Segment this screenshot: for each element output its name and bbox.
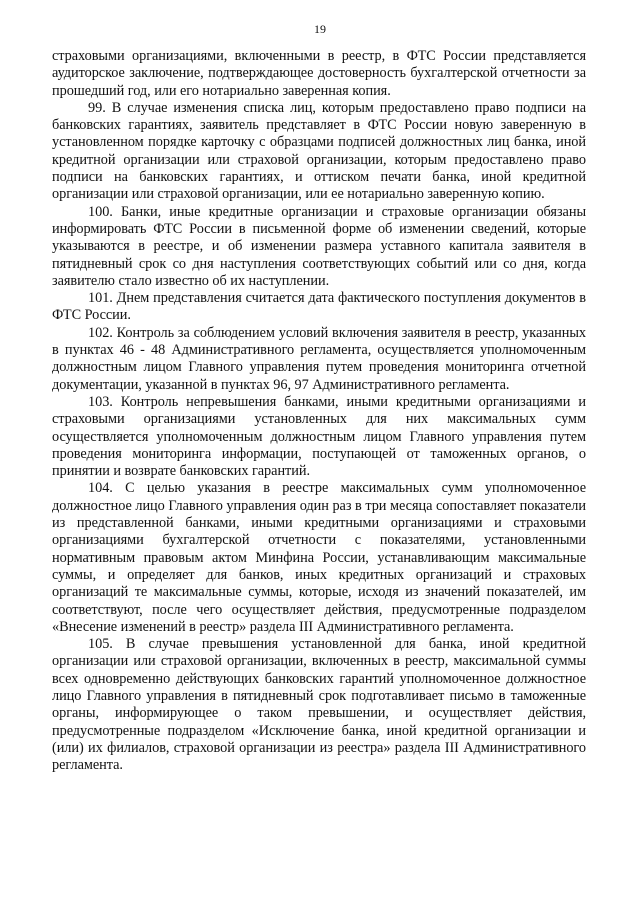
paragraph-105: 105. В случае превышения установленной для банка, иной кредитной организации или страховой организации, включенных в реестр, максимальной суммы всех одновременно действующих банковских гарантий уполномоченное должностное лицо Главного управления в пятидневный срок подготавливает письмо в таможенные органы, информирующее о таком превышении, и осуществляет действия, предусмотренные подразделом «Исключение банка, иной кредитной организации и (или) их филиалов, страховой организации из реестра» раздела III Административного регламента. xyxy=(52,636,586,774)
paragraph-103: 103. Контроль непревышения банками, иными кредитными организациями и страховыми организациями установленных для них максимальных сумм осуществляется уполномоченным должностным лицом Главного управления путем проведения мониторинга информации, поступающей от таможенных органов, о принятии и возврате банковских гарантий. xyxy=(52,393,586,480)
paragraph-101: 101. Днем представления считается дата фактического поступления документов в ФТС России. xyxy=(52,290,586,324)
paragraph-100: 100. Банки, иные кредитные организации и страховые организации обязаны информировать ФТС России в письменной форме об изменении сведений, которые указываются в реестре, и об изменении размера уставного капитала заявителя в пятидневный срок со дня наступления соответствующих событий или со дня, когда заявителю стало известно об их наступлении. xyxy=(52,203,586,289)
paragraph-102: 102. Контроль за соблюдением условий включения заявителя в реестр, указанных в пунктах 46 - 48 Административного регламента, осуществляется уполномоченным должностным лицом Главного управления путем проведения мониторинга отчетной документации, указанной в пунктах 96, 97 Административного регламента. xyxy=(52,324,586,393)
paragraph-99: 99. В случае изменения списка лиц, которым предоставлено право подписи на банковских гарантиях, заявитель представляет в ФТС России новую заверенную в установленном порядке карточку с образцами подписей должностных лиц банка, иной кредитной организации или страховой организации, которым предоставлено право подписи на банковских гарантиях, и оттиском печати банка, иной кредитной организации или страховой организации, или ее нотариально заверенную копию. xyxy=(52,99,586,203)
paragraph-continuation: страховыми организациями, включенными в реестр, в ФТС России представляется аудиторское заключение, подтверждающее достоверность бухгалтерской отчетности за прошедший год, или его нотариально заверенная копия. xyxy=(52,48,586,99)
page-number: 19 xyxy=(314,22,326,36)
document-body xyxy=(52,48,586,774)
paragraph-104: 104. С целью указания в реестре максимальных сумм уполномоченное должностное лицо Главного управления один раз в три месяца сопоставляет показатели из представленной банками, иными кредитными организациями и страховыми организациями бухгалтерской отчетности с показателями, установленными нормативным правовым актом Минфина России, устанавливающим максимальные суммы, и определяет для банков, иных кредитных организаций и страховых организаций те максимальные суммы, которые, исходя из значений показателей, им соответствуют, после чего осуществляет действия, предусмотренные подразделом «Внесение изменений в реестр» раздела III Административного регламента. xyxy=(52,480,586,635)
